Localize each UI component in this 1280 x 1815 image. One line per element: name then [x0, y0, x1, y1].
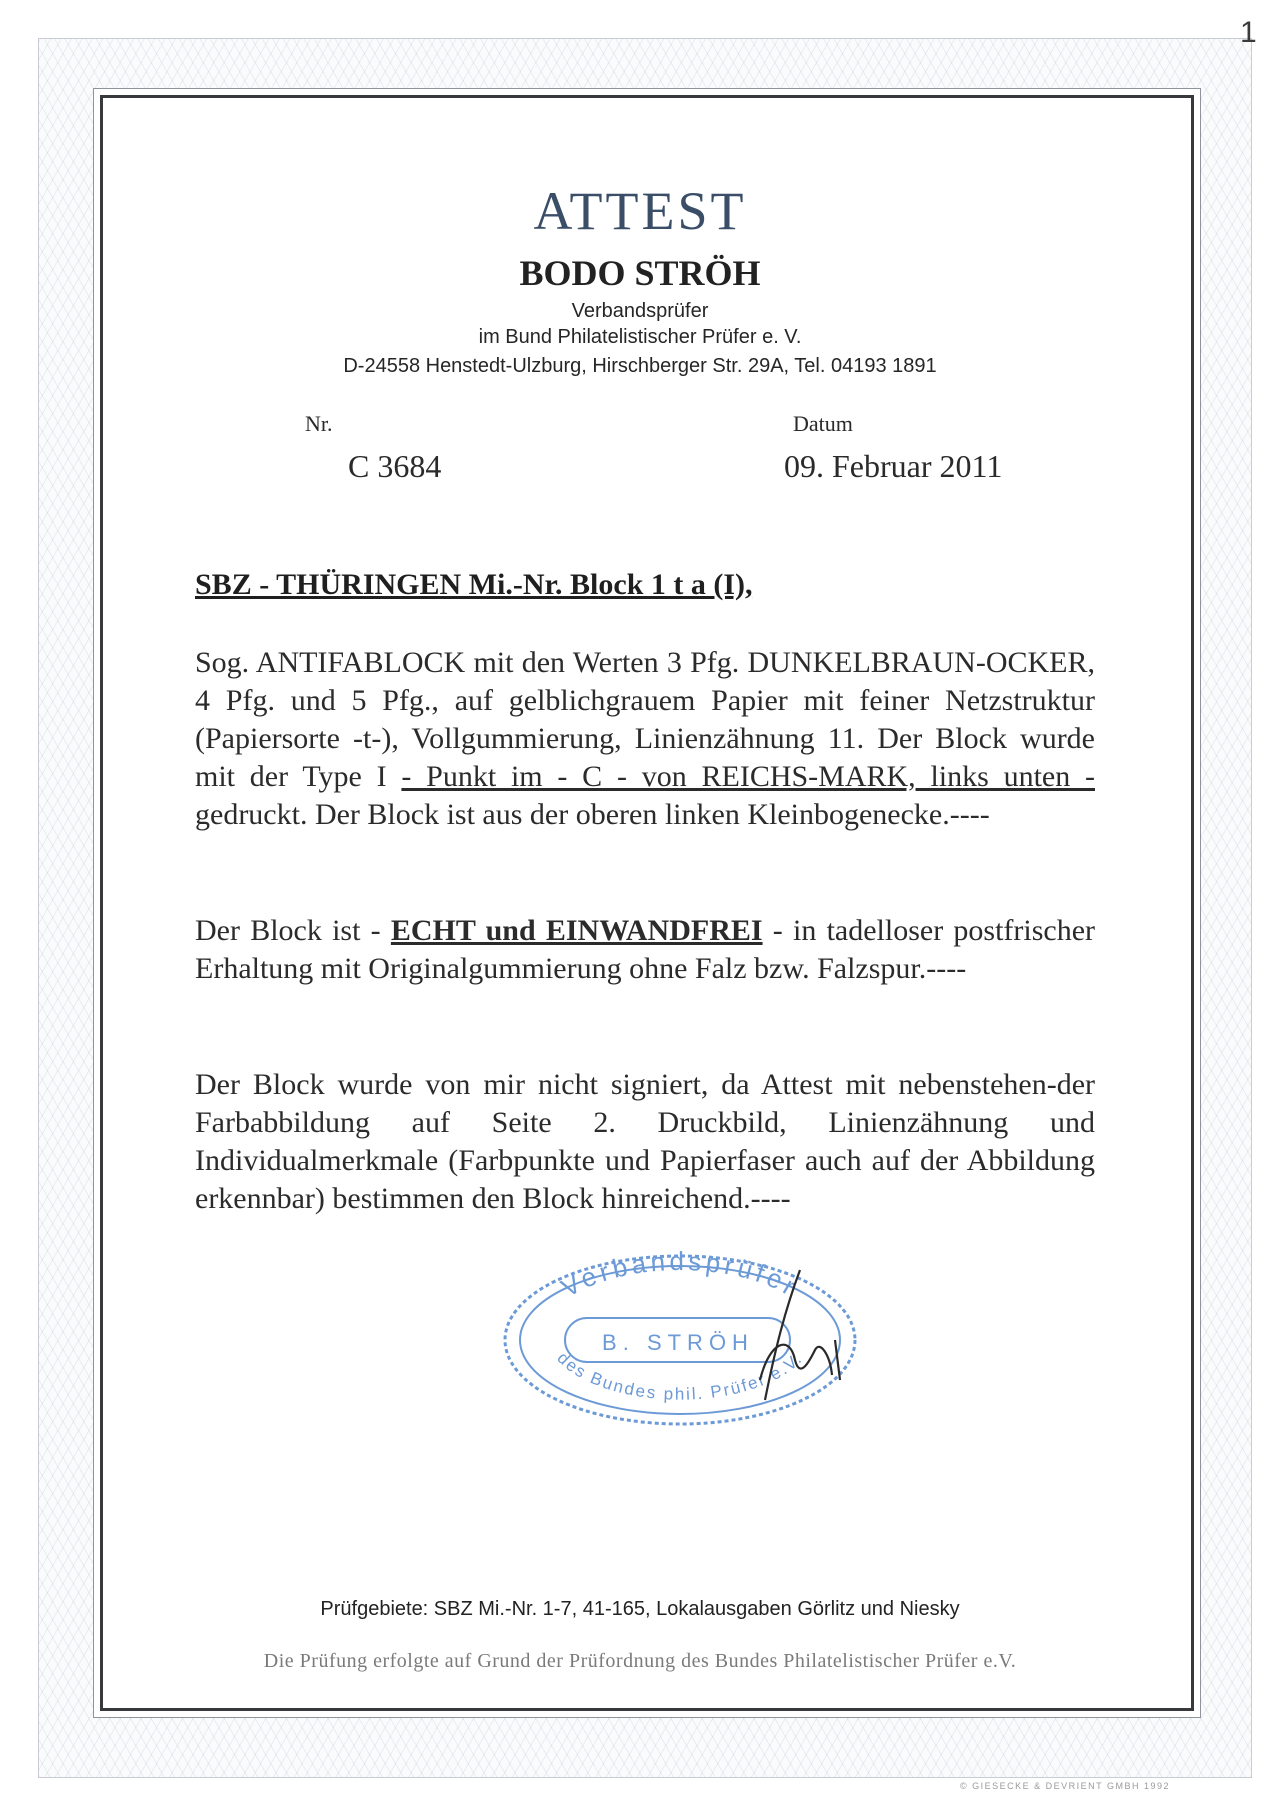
examination-areas: Prüfgebiete: SBZ Mi.-Nr. 1-7, 41-165, Lokalausgaben Görlitz und Niesky — [320, 1598, 960, 1620]
examiner-association: im Bund Philatelistischer Prüfer e. V. — [478, 326, 802, 348]
stamp-top-text: Verbandsprüfer — [556, 1245, 805, 1304]
certificate-title: ATTEST — [533, 181, 747, 241]
examiner-stamp — [490, 1240, 870, 1430]
description-text-1: Sog. ANTIFABLOCK mit den Werten 3 Pfg. DUNKELBRAUN-OCKER, 4 Pfg. und 5 Pfg., auf gelblichgrauem Papier mit feiner Netzstruktur (Papiersorte -t-), Vollgummierung, Linienzähnung 11. Der Block wurde mit der Type I — [195, 646, 1095, 793]
verdict-emphasis: ECHT und EINWANDFREI — [390, 914, 763, 947]
handwritten-page-number: 1 — [1240, 16, 1257, 49]
description-underlined-type-note: - Punkt im - C - von REICHS-MARK, links unten - — [401, 760, 1095, 793]
stamp-designation-heading: SBZ - THÜRINGEN Mi.-Nr. Block 1 t a (I), — [195, 568, 753, 601]
date-label: Datum — [793, 411, 853, 436]
signature-note-paragraph: Der Block wurde von mir nicht signiert, da Attest mit nebenstehen-der Farbabbildung auf Seite 2. Druckbild, Linienzähnung und Individualmerkmale (Farbpunkte und Papierfaser auch auf der Abbildung erkennbar) bestimmen den Block hinreichend.---- — [195, 1068, 1095, 1215]
examiner-name: BODO STRÖH — [519, 253, 761, 293]
regulations-note: Die Prüfung erfolgte auf Grund der Prüfordnung des Bundes Philatelistischer Prüfer e.V. — [263, 1650, 1017, 1672]
description-paragraph — [195, 644, 1095, 834]
verdict-paragraph — [195, 912, 1095, 988]
examiner-address: D-24558 Henstedt-Ulzburg, Hirschberger Str. 29A, Tel. 04193 1891 — [343, 355, 937, 377]
stamp-bottom-text: des Bundes phil. Prüfer e.V. — [553, 1348, 807, 1404]
verdict-text-2: - in tadelloser postfrischer Erhaltung mit Originalgummierung ohne Falz bzw. Falzspur.---- — [195, 914, 1096, 985]
printer-mark: © GIESECKE & DEVRIENT GMBH 1992 — [960, 1781, 1171, 1791]
date-value: 09. Februar 2011 — [784, 448, 1003, 484]
stamp-center-text: B. STRÖH — [602, 1330, 754, 1355]
description-text-2: gedruckt. Der Block ist aus der oberen linken Kleinbogenecke.---- — [195, 798, 990, 831]
examiner-role: Verbandsprüfer — [571, 300, 709, 322]
nr-value: C 3684 — [348, 448, 442, 484]
verdict-text-1: Der Block ist - — [195, 914, 381, 947]
nr-label: Nr. — [305, 411, 333, 436]
